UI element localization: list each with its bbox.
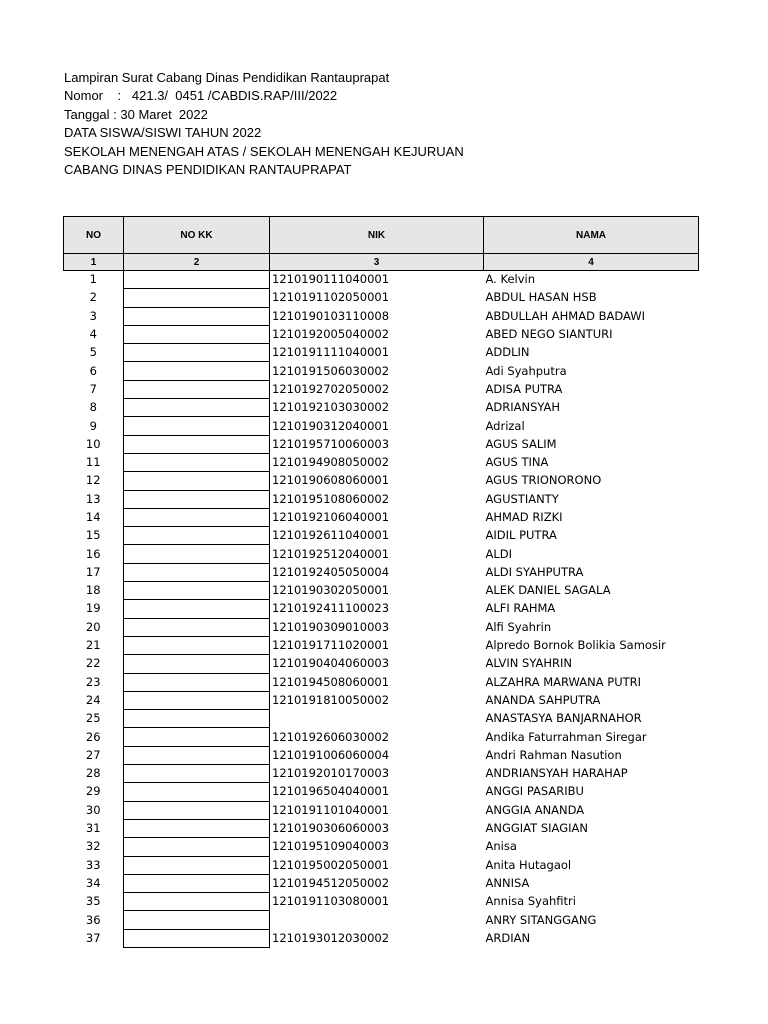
- nama-cell: ANGGIA ANANDA: [485, 802, 585, 817]
- table-row: [64, 929, 699, 947]
- no-kk-cell: [124, 380, 270, 398]
- table-row: [64, 344, 699, 362]
- nik-cell: 1210192405050004: [272, 564, 390, 579]
- nik-cell: 1210195109040003: [272, 839, 390, 854]
- row-number-cell: 3: [89, 308, 97, 323]
- no-kk-cell: [124, 618, 270, 636]
- nik-cell: 1210192611040001: [272, 528, 390, 543]
- nik-cell: 1210193012030002: [272, 930, 390, 945]
- no-kk-cell: [124, 399, 270, 417]
- table-row: [64, 472, 699, 490]
- no-kk-cell: [124, 307, 270, 325]
- nik-cell: 1210192005040002: [272, 327, 390, 342]
- nama-cell: ABDUL HASAN HSB: [485, 290, 597, 305]
- table-row: [64, 911, 699, 929]
- row-number-cell: 20: [85, 619, 101, 634]
- header-attachment-line: Lampiran Surat Cabang Dinas Pendidikan Rantauprapat: [64, 70, 390, 85]
- nama-cell: ANDRIANSYAH HARAHAP: [485, 766, 628, 781]
- row-number-cell: 10: [85, 436, 101, 451]
- no-kk-cell: [124, 636, 270, 654]
- row-number-cell: 14: [85, 510, 101, 524]
- no-kk-cell: [124, 435, 270, 453]
- table-row: [64, 636, 699, 654]
- table-row: [64, 618, 699, 636]
- row-number-cell: 4: [89, 327, 97, 342]
- nama-cell: ANASTASYA BANJARNAHOR: [485, 711, 642, 726]
- table-row: [64, 527, 699, 545]
- nama-cell: ADISA PUTRA: [485, 381, 563, 396]
- nama-cell: ABDULLAH AHMAD BADAWI: [485, 308, 646, 323]
- nik-cell: 1210190309010003: [272, 619, 390, 634]
- row-number-cell: 36: [85, 912, 101, 927]
- nik-cell: 1210194908050002: [272, 455, 390, 470]
- no-kk-cell: [124, 673, 270, 691]
- nik-cell: 1210194508060001: [272, 674, 390, 689]
- nik-cell: 1210191810050002: [272, 692, 390, 707]
- table-row: [64, 508, 699, 526]
- row-number-cell: 5: [89, 345, 97, 360]
- table-row: [64, 435, 699, 453]
- table-row: [64, 673, 699, 691]
- nik-cell: 1210190404060003: [272, 656, 390, 671]
- nama-cell: AIDIL PUTRA: [485, 528, 557, 543]
- no-kk-cell: [124, 362, 270, 380]
- header-school-line: SEKOLAH MENENGAH ATAS / SEKOLAH MENENGAH KEJURUAN: [64, 143, 464, 159]
- table-row: [64, 490, 699, 508]
- nama-cell: AGUSTIANTY: [485, 491, 559, 506]
- nik-cell: 1210195002050001: [272, 857, 390, 872]
- no-kk-cell: [124, 929, 270, 947]
- nik-cell: 1210195108060002: [272, 491, 390, 506]
- nama-cell: Anita Hutagaol: [485, 857, 572, 872]
- table-row: [64, 874, 699, 892]
- nama-cell: ALDI SYAHPUTRA: [485, 564, 584, 579]
- table-row: [64, 783, 699, 801]
- nik-cell: 1210192606030002: [272, 729, 390, 744]
- nama-cell: ANRY SITANGGANG: [485, 912, 597, 927]
- no-kk-cell: [124, 856, 270, 874]
- table-row: [64, 838, 699, 856]
- nama-cell: ABED NEGO SIANTURI: [485, 327, 613, 342]
- no-kk-cell: [124, 691, 270, 709]
- header-date-line: Tanggal : 30 Maret 2022: [64, 106, 208, 122]
- no-kk-cell: [124, 417, 270, 435]
- nik-cell: 1210192010170003: [272, 766, 390, 781]
- nik-cell: 1210192702050002: [272, 381, 390, 396]
- nama-cell: Andika Faturrahman Siregar: [485, 729, 647, 744]
- row-number-cell: 28: [85, 766, 101, 781]
- nik-cell: 1210191506030002: [272, 363, 390, 378]
- nama-cell: A. Kelvin: [485, 272, 536, 287]
- table-row: [64, 563, 699, 581]
- table-row: [64, 801, 699, 819]
- nik-cell: [270, 710, 484, 728]
- student-table: [63, 216, 699, 948]
- nama-cell: Alpredo Bornok Bolikia Samosir: [485, 638, 666, 653]
- table-row: [64, 380, 699, 398]
- row-number-cell: 35: [85, 894, 101, 909]
- header-data-title: DATA SISWA/SISWI TAHUN 2022: [64, 125, 262, 141]
- nik-cell: 1210191111040001: [272, 345, 390, 360]
- nama-cell: ANANDA SAHPUTRA: [485, 692, 601, 707]
- no-kk-cell: [124, 746, 270, 764]
- row-number-cell: 1: [89, 272, 97, 287]
- no-kk-cell: [124, 911, 270, 929]
- row-number-cell: 32: [85, 839, 101, 854]
- no-kk-cell: [124, 801, 270, 819]
- row-number-cell: 31: [85, 821, 101, 836]
- no-kk-cell: [124, 655, 270, 673]
- nik-cell: 1210191103080001: [272, 894, 390, 909]
- column-header-nik: NIK: [270, 217, 484, 254]
- nama-cell: AGUS SALIM: [485, 436, 557, 451]
- nik-cell: 1210196504040001: [272, 784, 390, 799]
- no-kk-cell: [124, 453, 270, 471]
- nik-cell: 1210195710060003: [272, 436, 390, 451]
- table-row: [64, 399, 699, 417]
- table-row: [64, 856, 699, 874]
- table-row: [64, 545, 699, 563]
- nama-cell: Adrizal: [485, 418, 525, 433]
- no-kk-cell: [124, 765, 270, 783]
- row-number-cell: 29: [85, 784, 101, 799]
- nik-cell: 1210190306060003: [272, 821, 390, 836]
- no-kk-cell: [124, 271, 270, 289]
- nama-cell: ALDI: [485, 546, 513, 561]
- row-number-cell: 9: [89, 418, 97, 433]
- no-kk-cell: [124, 600, 270, 618]
- table-row: [64, 893, 699, 911]
- no-kk-cell: [124, 508, 270, 526]
- table-row: [64, 289, 699, 307]
- row-number-cell: 37: [85, 930, 101, 945]
- no-kk-cell: [124, 893, 270, 911]
- table-row: [64, 307, 699, 325]
- table-row: [64, 819, 699, 837]
- table-row: [64, 417, 699, 435]
- row-number-cell: 33: [85, 857, 101, 872]
- nama-cell: Anisa: [485, 839, 517, 854]
- nama-cell: Annisa Syahfitri: [485, 894, 576, 909]
- no-kk-cell: [124, 582, 270, 600]
- no-kk-cell: [124, 710, 270, 728]
- column-number: 3: [270, 254, 484, 271]
- nik-cell: 1210191711020001: [272, 638, 390, 653]
- nik-cell: 1210192512040001: [272, 546, 390, 561]
- row-number-cell: 13: [85, 491, 101, 506]
- nama-cell: ANGGIAT SIAGIAN: [485, 821, 588, 836]
- no-kk-cell: [124, 819, 270, 837]
- nik-cell: 1210190302050001: [272, 583, 390, 598]
- nik-cell: 1210192106040001: [272, 510, 390, 524]
- table-row: [64, 655, 699, 673]
- nama-cell: ADRIANSYAH: [485, 400, 561, 415]
- no-kk-cell: [124, 874, 270, 892]
- header-number-line: Nomor : 421.3/ 0451 /CABDIS.RAP/III/2022: [64, 88, 338, 104]
- row-number-cell: 26: [85, 729, 101, 744]
- table-row: [64, 765, 699, 783]
- no-kk-cell: [124, 545, 270, 563]
- row-number-cell: 12: [85, 473, 101, 488]
- nik-cell: 1210190312040001: [272, 418, 390, 433]
- row-number-cell: 23: [85, 674, 101, 689]
- no-kk-cell: [124, 472, 270, 490]
- row-number-cell: 2: [89, 290, 97, 305]
- nama-cell: ALZAHRA MARWANA PUTRI: [485, 674, 642, 689]
- table-row: [64, 362, 699, 380]
- nik-cell: 1210190111040001: [272, 272, 390, 287]
- table-row: [64, 271, 699, 289]
- nik-cell: 1210194512050002: [272, 875, 390, 890]
- nama-cell: Andri Rahman Nasution: [485, 747, 622, 762]
- no-kk-cell: [124, 783, 270, 801]
- row-number-cell: 25: [85, 711, 101, 726]
- row-number-cell: 18: [85, 583, 101, 598]
- nik-cell: 1210192411100023: [272, 601, 390, 616]
- table-row: [64, 600, 699, 618]
- nama-cell: ALFI RAHMA: [485, 601, 556, 616]
- no-kk-cell: [124, 563, 270, 581]
- table-header-row: [64, 217, 699, 254]
- row-number-cell: 6: [89, 363, 97, 378]
- column-number: 4: [484, 254, 699, 271]
- row-number-cell: 27: [85, 747, 101, 762]
- no-kk-cell: [124, 838, 270, 856]
- nik-cell: 1210191101040001: [272, 802, 390, 817]
- nama-cell: ALVIN SYAHRIN: [485, 656, 572, 671]
- no-kk-cell: [124, 344, 270, 362]
- header-branch-line: CABANG DINAS PENDIDIKAN RANTAUPRAPAT: [64, 162, 352, 178]
- table-row: [64, 453, 699, 471]
- nik-cell: [270, 911, 484, 929]
- nik-cell: 1210191006060004: [272, 747, 390, 762]
- nama-cell: Alfi Syahrin: [485, 619, 552, 634]
- nama-cell: ADDLIN: [485, 345, 530, 360]
- no-kk-cell: [124, 289, 270, 307]
- nik-cell: 1210191102050001: [272, 290, 390, 305]
- no-kk-cell: [124, 527, 270, 545]
- column-header-no-kk: NO KK: [124, 217, 270, 254]
- nama-cell: ALEK DANIEL SAGALA: [485, 583, 611, 598]
- column-header-no: NO: [64, 217, 124, 254]
- column-number: 1: [64, 254, 124, 271]
- nik-cell: 1210192103030002: [272, 400, 390, 415]
- row-number-cell: 19: [85, 601, 101, 616]
- nama-cell: AGUS TRIONORONO: [485, 473, 602, 488]
- nama-cell: AHMAD RIZKI: [485, 510, 563, 524]
- nik-cell: 1210190103110008: [272, 308, 390, 323]
- nik-cell: 1210190608060001: [272, 473, 390, 488]
- table-row: [64, 710, 699, 728]
- row-number-cell: 8: [89, 400, 97, 415]
- table-row: [64, 582, 699, 600]
- column-header-nama: NAMA: [484, 217, 699, 254]
- row-number-cell: 21: [85, 638, 101, 653]
- table-row: [64, 691, 699, 709]
- nama-cell: ANNISA: [485, 875, 530, 890]
- table-row: [64, 728, 699, 746]
- nama-cell: ARDIAN: [485, 930, 531, 945]
- document-header: [64, 69, 704, 179]
- column-number: 2: [124, 254, 270, 271]
- nama-cell: ANGGI PASARIBU: [485, 784, 584, 799]
- nama-cell: AGUS TINA: [485, 455, 549, 470]
- row-number-cell: 11: [85, 455, 101, 470]
- column-number-row: [64, 254, 699, 271]
- row-number-cell: 17: [85, 564, 101, 579]
- row-number-cell: 7: [89, 381, 97, 396]
- row-number-cell: 34: [85, 875, 101, 890]
- row-number-cell: 24: [85, 692, 101, 707]
- row-number-cell: 22: [85, 656, 101, 671]
- no-kk-cell: [124, 490, 270, 508]
- nama-cell: Adi Syahputra: [485, 363, 567, 378]
- row-number-cell: 15: [85, 528, 101, 543]
- table-row: [64, 746, 699, 764]
- no-kk-cell: [124, 325, 270, 343]
- row-number-cell: 30: [85, 802, 101, 817]
- no-kk-cell: [124, 728, 270, 746]
- table-body: [64, 271, 699, 948]
- row-number-cell: 16: [85, 546, 101, 561]
- table-row: [64, 325, 699, 343]
